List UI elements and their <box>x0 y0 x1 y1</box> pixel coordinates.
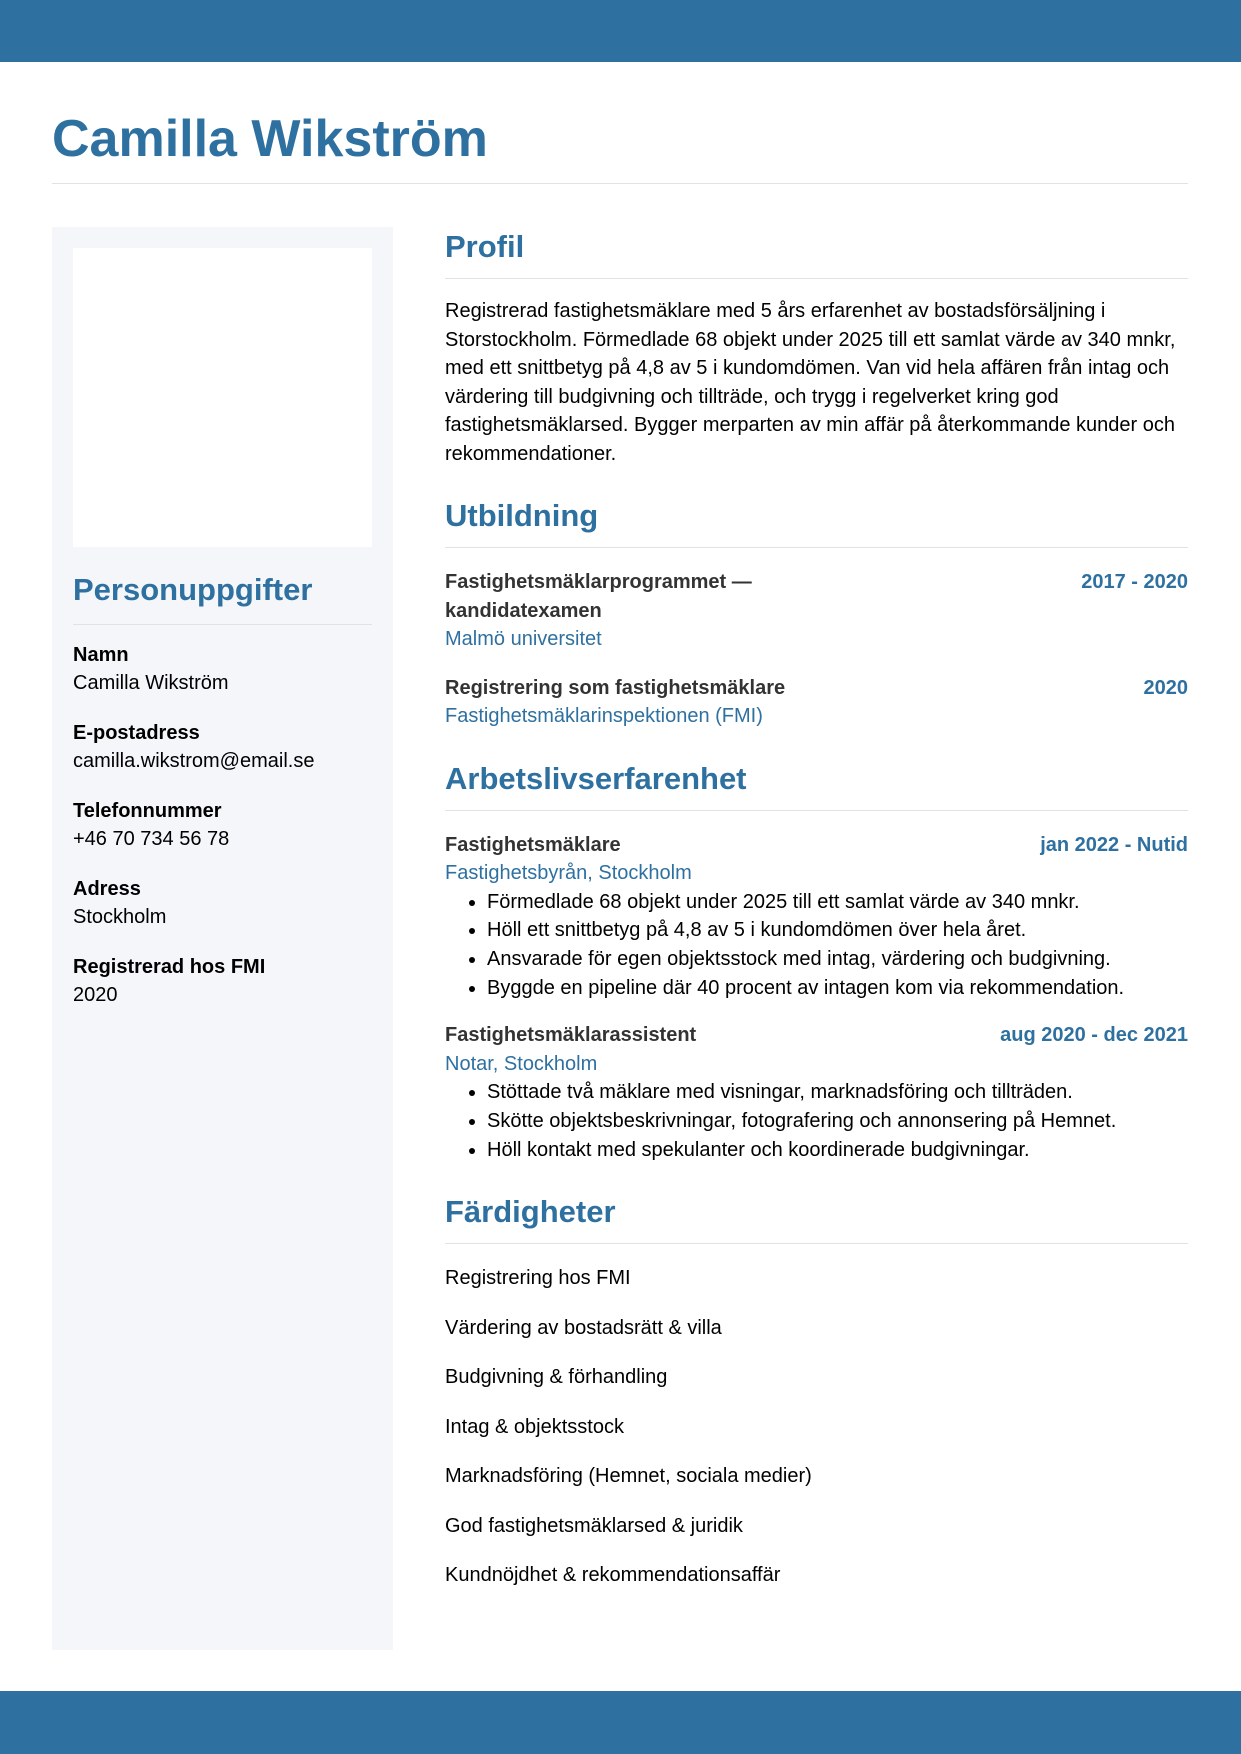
entry-org: Fastighetsmäklarinspektionen (FMI) <box>445 705 763 727</box>
field-label: Registrerad hos FMI <box>73 956 266 978</box>
field-name <box>73 641 372 697</box>
profile-photo-placeholder <box>73 248 372 547</box>
field-phone <box>73 797 372 853</box>
profile-section <box>445 224 1188 468</box>
entry-date: aug 2020 - dec 2021 <box>1000 1024 1188 1047</box>
field-value: camilla.wikstrom@email.se <box>73 750 315 772</box>
bullet-item: • Byggde en pipeline där 40 procent av intagen kom via rekommendation. <box>487 974 1188 1003</box>
bottom-banner <box>0 1691 1241 1754</box>
field-fmi <box>73 953 372 1009</box>
bullet-item: • Höll kontakt med spekulanter och koordinerade budgivningar. <box>487 1136 1188 1165</box>
main-content <box>445 224 1188 1589</box>
entry-title: Registrering som fastighetsmäklare <box>445 676 786 699</box>
skill-item: Kundnöjdhet & rekommendationsaffär <box>445 1564 781 1587</box>
field-email <box>73 719 372 775</box>
skill-item: Budgivning & förhandling <box>445 1366 668 1389</box>
skills-list <box>445 1264 1188 1589</box>
entry-title: Fastighetsmäklarassistent <box>445 1024 697 1047</box>
skill-item: Värdering av bostadsrätt & villa <box>445 1316 722 1339</box>
section-heading: Profil <box>445 224 1188 279</box>
experience-entry <box>445 1021 1188 1164</box>
bullet-item: • Ansvarade för egen objektsstock med intag, värdering och budgivning. <box>487 945 1188 974</box>
profile-text: Registrerad fastighetsmäklare med 5 års erfarenhet av bostadsförsäljning i Storstockholm. Förmedlade 68 objekt under 2025 till ett samlat värde av 340 mnkr, med ett snittbetyg på 4,8 av 5 i kundomdömen. Van vid hela affären från intag och värdering till budgivning och tillträde, och trygg i regelverket kring god fastighetsmäklarsed. Bygger merparten av min affär på återkommande kunder och rekommendationer. <box>445 300 1176 465</box>
bullet-list <box>445 1078 1188 1164</box>
bullet-item: • Höll ett snittbetyg på 4,8 av 5 i kundomdömen över hela året. <box>487 916 1188 945</box>
education-section <box>445 493 1188 731</box>
entry-date: 2020 <box>1143 676 1188 699</box>
experience-entry <box>445 831 1188 1003</box>
field-label: Adress <box>73 878 141 900</box>
field-value: Camilla Wikström <box>73 672 229 694</box>
education-entry <box>445 568 1188 654</box>
title-divider <box>52 183 1188 184</box>
skill-item: Registrering hos FMI <box>445 1267 631 1290</box>
skill-item: God fastighetsmäklarsed & juridik <box>445 1514 743 1537</box>
field-value: Stockholm <box>73 906 167 928</box>
skill-item: Intag & objektsstock <box>445 1415 624 1438</box>
experience-section <box>445 756 1188 1165</box>
bullet-item: • Förmedlade 68 objekt under 2025 till ett samlat värde av 340 mnkr. <box>487 888 1188 917</box>
bullet-item: • Skötte objektsbeskrivningar, fotografering och annonsering på Hemnet. <box>487 1107 1188 1136</box>
section-heading: Färdigheter <box>445 1189 1188 1244</box>
entry-org: Fastighetsbyrån, Stockholm <box>445 862 692 884</box>
page-title: Camilla Wikström <box>52 110 488 168</box>
field-label: E-postadress <box>73 722 200 744</box>
section-heading: Utbildning <box>445 493 1188 548</box>
field-address <box>73 875 372 931</box>
field-label: Telefonnummer <box>73 800 222 822</box>
field-label: Namn <box>73 644 129 666</box>
skill-item: Marknadsföring (Hemnet, sociala medier) <box>445 1465 812 1488</box>
entry-title: Fastighetsmäklare <box>445 833 621 856</box>
entry-title: Fastighetsmäklarprogrammet — kandidatexamen <box>445 571 752 622</box>
sidebar <box>52 227 393 1650</box>
entry-date: 2017 - 2020 <box>1081 571 1188 593</box>
entry-date: jan 2022 - Nutid <box>1040 833 1188 856</box>
skills-section <box>445 1189 1188 1589</box>
education-entry <box>445 674 1188 731</box>
entry-org: Malmö universitet <box>445 628 602 650</box>
field-value: 2020 <box>73 984 118 1006</box>
bullet-item: • Stöttade två mäklare med visningar, marknadsföring och tillträden. <box>487 1078 1188 1107</box>
section-heading: Arbetslivserfarenhet <box>445 756 1188 811</box>
field-value: +46 70 734 56 78 <box>73 828 230 850</box>
sidebar-heading: Personuppgifter <box>73 570 372 625</box>
top-banner <box>0 0 1241 62</box>
bullet-list <box>445 888 1188 1003</box>
entry-org: Notar, Stockholm <box>445 1052 598 1075</box>
